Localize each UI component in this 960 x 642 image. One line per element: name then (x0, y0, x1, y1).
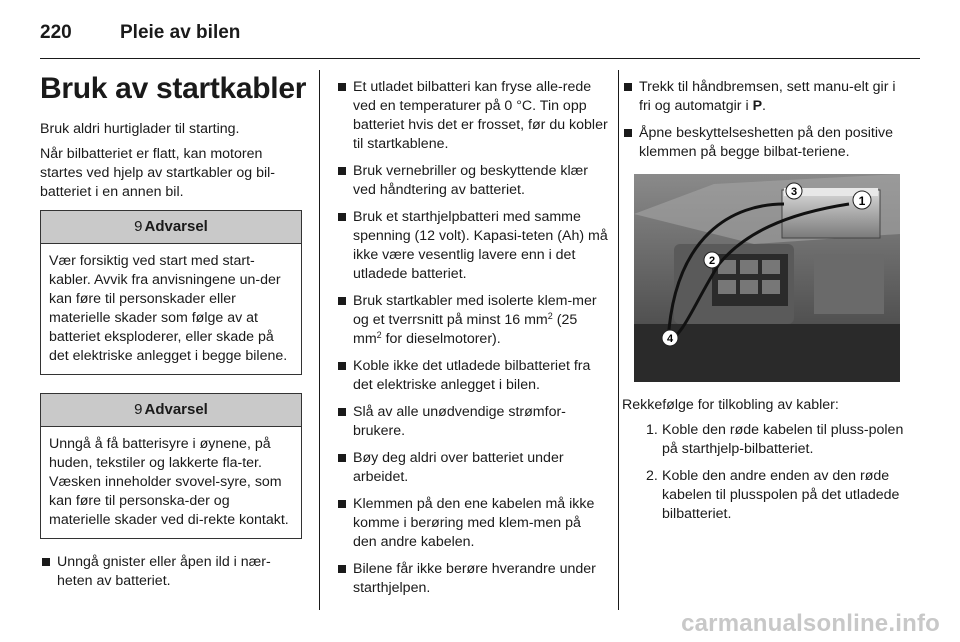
list-item-cables (336, 292, 608, 349)
chapter-title: Pleie av bilen (120, 22, 241, 43)
section-title: Bruk av startkabler (40, 72, 307, 105)
step-text: Koble den andre enden av den røde kabelen til plusspolen på det utladede bilbatteriet. (662, 468, 900, 522)
list-item: Et utladet bilbatteri kan fryse alle-rede ved en temperaturer på 0 °C. Tin opp batteriet hvis det er frosset, før du kobler til startkablene. (336, 78, 608, 154)
list-item (622, 78, 904, 116)
column-2 (336, 78, 608, 606)
sequence-heading: Rekkefølge for tilkobling av kabler: (622, 397, 839, 413)
intro-paragraph-2: Når bilbatteriet er flatt, kan motoren startes ved hjelp av startkabler og bil-batteriet i en annen bil. (40, 146, 275, 200)
warning-text: Unngå å få batterisyre i øynene, på huden, tekstiler og lakkerte fla-ter. Væsken inneholder svovel-syre, som kan føre til personska-der og materielle skader ved di-rekte kontakt. (49, 436, 289, 528)
column-1 (40, 120, 302, 599)
list-item: Koble ikke det utladede bilbatteriet fra det elektriske anlegget i bilen. (336, 357, 608, 395)
photo-label-4: 4 (666, 333, 674, 345)
step-number: 2. (646, 468, 658, 484)
photo-label-3: 3 (790, 186, 798, 198)
list-item: Åpne beskyttelseshetten på den positive klemmen på begge bilbat-teriene. (622, 124, 904, 162)
bullet-list (40, 553, 302, 591)
gear-p: P (752, 98, 763, 114)
list-item: Slå av alle unødvendige strømfor-brukere. (336, 403, 608, 441)
warning-icon: 9 (134, 218, 143, 235)
cable-text-1: Bruk startkabler med isolerte klem-mer og et tverrsnitt på minst 16 mm (353, 293, 597, 328)
intro-paragraph-1: Bruk aldri hurtiglader til starting. (40, 121, 240, 137)
photo-label-2: 2 (708, 255, 716, 267)
warning-icon: 9 (134, 401, 143, 418)
superscript: 2 (547, 311, 553, 321)
column-3 (622, 78, 904, 532)
warning-text: Vær forsiktig ved start med start-kabler. Avvik fra anvisningene un-der kan føre til personskader eller materielle skader som følge av at batteriet eksploderer, eller skade på det elektriske anlegget i begge bilene. (49, 253, 288, 364)
cable-text-3: for dieselmotorer). (381, 331, 501, 347)
column-divider-1 (319, 70, 320, 610)
warning-heading (41, 211, 301, 244)
bullet-list (622, 78, 904, 162)
list-item: Bilene får ikke berøre hverandre under starthjelpen. (336, 560, 608, 598)
engine-bay-photo (634, 174, 900, 382)
warning-heading (41, 394, 301, 427)
step-number: 1. (646, 422, 658, 438)
handbrake-text: Trekk til håndbremsen, sett manu-elt gir i fri og automatgir i (639, 79, 896, 114)
numbered-list (622, 421, 904, 524)
list-item: Unngå gnister eller åpen ild i nær-heten av batteriet. (40, 553, 302, 591)
list-item (622, 421, 904, 459)
list-item: Bruk et starthjelpbatteri med samme spenning (12 volt). Kapasi-teten (Ah) må ikke være vesentlig lavere enn i det utladede batteriet. (336, 208, 608, 284)
header-rule (40, 58, 920, 59)
warning-label: Advarsel (144, 218, 208, 235)
warning-box-1 (40, 210, 302, 375)
step-text: Koble den røde kabelen til pluss-polen på starthjelp-bilbatteriet. (662, 422, 904, 457)
superscript: 2 (376, 330, 382, 340)
list-item: Bruk vernebriller og beskyttende klær ved håndtering av batteriet. (336, 162, 608, 200)
page-header (40, 22, 920, 62)
warning-label: Advarsel (144, 401, 208, 418)
page-number: 220 (40, 22, 72, 43)
punctuation: . (762, 98, 766, 114)
bullet-list (336, 78, 608, 598)
column-divider-2 (618, 70, 619, 610)
cable-text-2: (25 mm (353, 312, 578, 347)
list-item: Bøy deg aldri over batteriet under arbeidet. (336, 449, 608, 487)
photo-label-1: 1 (858, 194, 866, 208)
watermark: carmanualsonline.info (681, 610, 940, 637)
list-item (622, 467, 904, 524)
list-item: Klemmen på den ene kabelen må ikke komme i berøring med klem-men på den andre kabelen. (336, 495, 608, 552)
warning-box-2 (40, 393, 302, 539)
